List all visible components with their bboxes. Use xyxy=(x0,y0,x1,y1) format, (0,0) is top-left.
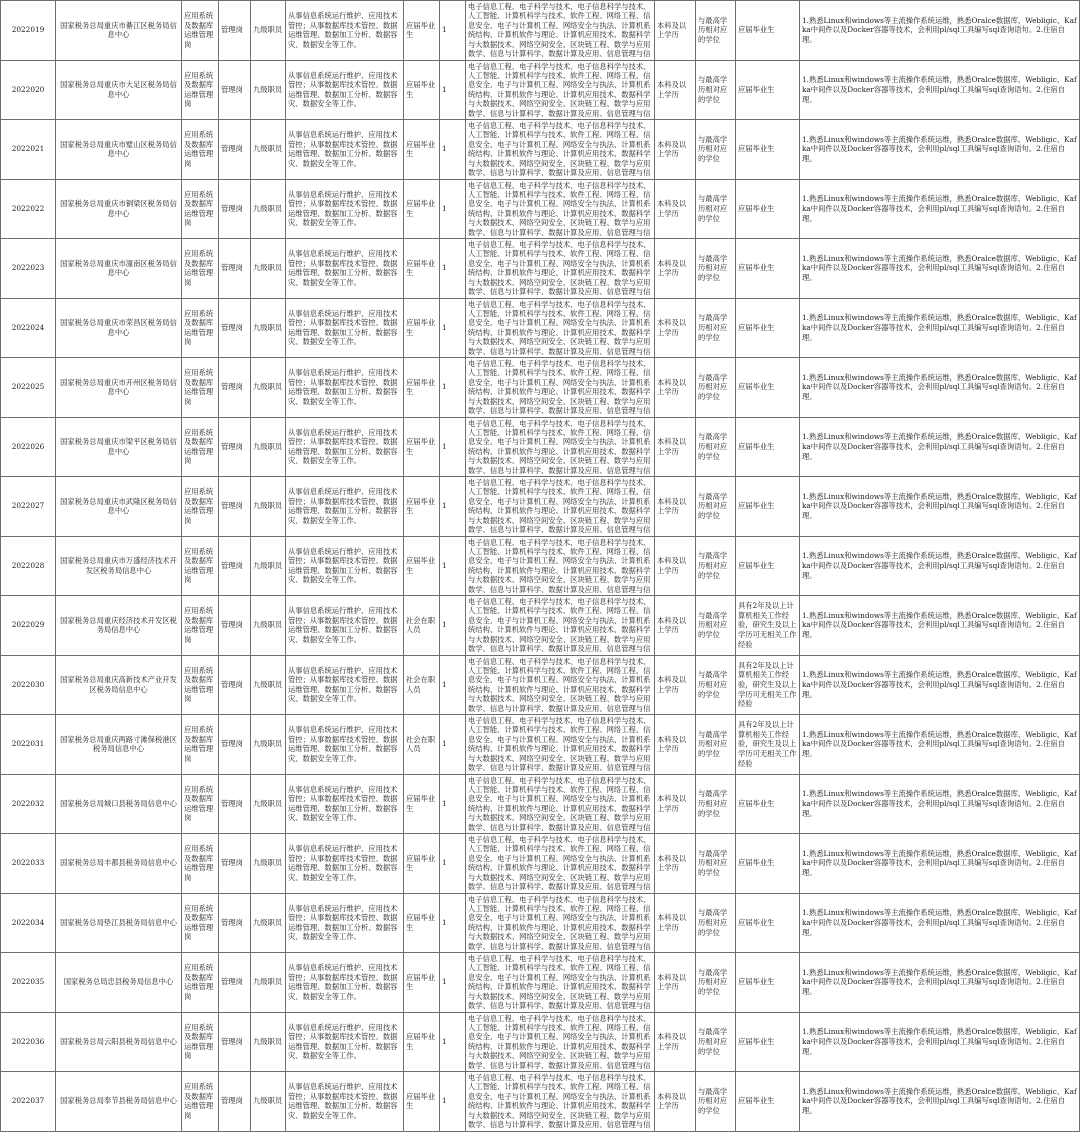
position-category-cell: 管理岗 xyxy=(219,893,251,953)
job-description-cell: 从事信息系统运行维护、应用技术管控；从事数据库技术管控、数据运维管理、数据加工分析、数据容灾、数据安全等工作。 xyxy=(286,60,404,120)
position-name-cell: 应用系统及数据库运维管理岗 xyxy=(182,60,219,120)
position-code-cell: 2022020 xyxy=(1,60,56,120)
position-code-cell: 2022034 xyxy=(1,893,56,953)
hiring-count-cell: 1 xyxy=(440,953,466,1013)
majors-cell xyxy=(466,60,655,120)
degree-cell: 与最高学历相对应的学位 xyxy=(696,179,736,239)
table-row xyxy=(1,953,1080,1013)
employer-unit-cell: 国家税务总局重庆市梁平区税务局信息中心 xyxy=(56,417,182,477)
education-cell: 本科及以上学历 xyxy=(655,298,696,358)
position-code-cell: 2022023 xyxy=(1,239,56,299)
other-requirements-cell: 1.熟悉Linux和windows等主流操作系统运维，熟悉Oralce数据库、Webligic、Kafka中间件以及Docker容器等技术，会利用pl/sql工具编写sql查询语句。2.住宿自理。 xyxy=(800,1,1080,61)
education-cell: 本科及以上学历 xyxy=(655,596,696,656)
majors-text: 电子信息工程、电子科学与技术、电子信息科学与技术、人工智能、计算机科学与技术、软件工程、网络工程、信息安全、电子与计算机工程、网络安全与执法、计算机系统结构、计算机软件与理论、计算机应用技术、数据科学与大数据技术、网络空间安全、区块链工程、数学与应用数学、信息与计算科学、数据计算及应用、信息管理与信 xyxy=(468,121,651,178)
candidate-type-cell: 应届毕业生 xyxy=(404,120,440,180)
employer-unit-cell: 国家税务总局丰都县税务局信息中心 xyxy=(56,834,182,894)
education-cell: 本科及以上学历 xyxy=(655,179,696,239)
position-name-cell: 应用系统及数据库运维管理岗 xyxy=(182,358,219,418)
table-row xyxy=(1,298,1080,358)
position-code-cell: 2022025 xyxy=(1,358,56,418)
position-level-cell: 九级职员 xyxy=(251,655,286,715)
hiring-count-cell: 1 xyxy=(440,298,466,358)
position-name-cell: 应用系统及数据库运维管理岗 xyxy=(182,834,219,894)
candidate-type-cell: 应届毕业生 xyxy=(404,477,440,537)
candidate-type-cell: 应届毕业生 xyxy=(404,536,440,596)
position-level-cell: 九级职员 xyxy=(251,715,286,775)
other-requirements-cell: 1.熟悉Linux和windows等主流操作系统运维，熟悉Oralce数据库、Webligic、Kafka中间件以及Docker容器等技术，会利用pl/sql工具编写sql查询语句。2.住宿自理。 xyxy=(800,536,1080,596)
position-code-cell: 2022030 xyxy=(1,655,56,715)
position-category-cell: 管理岗 xyxy=(219,953,251,1013)
employer-unit-cell: 国家税务总局重庆高新技术产业开发区税务局信息中心 xyxy=(56,655,182,715)
position-code-cell: 2022026 xyxy=(1,417,56,477)
majors-cell xyxy=(466,715,655,775)
degree-cell: 与最高学历相对应的学位 xyxy=(696,239,736,299)
degree-cell: 与最高学历相对应的学位 xyxy=(696,715,736,775)
degree-cell: 与最高学历相对应的学位 xyxy=(696,298,736,358)
majors-cell xyxy=(466,1012,655,1072)
table-row xyxy=(1,834,1080,894)
hiring-count-cell: 1 xyxy=(440,1012,466,1072)
experience-cell: 具有2年及以上计算机相关工作经验，研究生及以上学历可无相关工作经验 xyxy=(736,596,800,656)
position-name-cell: 应用系统及数据库运维管理岗 xyxy=(182,239,219,299)
education-cell: 本科及以上学历 xyxy=(655,536,696,596)
position-name-cell: 应用系统及数据库运维管理岗 xyxy=(182,893,219,953)
position-category-cell: 管理岗 xyxy=(219,120,251,180)
position-level-cell: 九级职员 xyxy=(251,298,286,358)
position-name-cell: 应用系统及数据库运维管理岗 xyxy=(182,1,219,61)
majors-cell xyxy=(466,179,655,239)
degree-cell: 与最高学历相对应的学位 xyxy=(696,655,736,715)
position-category-cell: 管理岗 xyxy=(219,239,251,299)
position-level-cell: 九级职员 xyxy=(251,477,286,537)
majors-text: 电子信息工程、电子科学与技术、电子信息科学与技术、人工智能、计算机科学与技术、软件工程、网络工程、信息安全、电子与计算机工程、网络安全与执法、计算机系统结构、计算机软件与理论、计算机应用技术、数据科学与大数据技术、网络空间安全、区块链工程、数学与应用数学、信息与计算科学、数据计算及应用、信息管理与信 xyxy=(468,418,651,475)
employer-unit-cell: 国家税务总局重庆市潼南区税务局信息中心 xyxy=(56,239,182,299)
experience-cell: 应届毕业生 xyxy=(736,298,800,358)
position-code-cell: 2022022 xyxy=(1,179,56,239)
majors-cell xyxy=(466,417,655,477)
degree-cell: 与最高学历相对应的学位 xyxy=(696,60,736,120)
majors-text: 电子信息工程、电子科学与技术、电子信息科学与技术、人工智能、计算机科学与技术、软件工程、网络工程、信息安全、电子与计算机工程、网络安全与执法、计算机系统结构、计算机软件与理论、计算机应用技术、数据科学与大数据技术、网络空间安全、区块链工程、数学与应用数学、信息与计算科学、数据计算及应用、信息管理与信 xyxy=(468,716,651,773)
job-description-cell: 从事信息系统运行维护、应用技术管控；从事数据库技术管控、数据运维管理、数据加工分析、数据容灾、数据安全等工作。 xyxy=(286,1,404,61)
education-cell: 本科及以上学历 xyxy=(655,1012,696,1072)
position-code-cell: 2022019 xyxy=(1,1,56,61)
experience-cell: 应届毕业生 xyxy=(736,239,800,299)
experience-cell: 具有2年及以上计算机相关工作经验，研究生及以上学历可无相关工作经验 xyxy=(736,655,800,715)
position-category-cell: 管理岗 xyxy=(219,298,251,358)
other-requirements-cell: 1.熟悉Linux和windows等主流操作系统运维，熟悉Oralce数据库、Webligic、Kafka中间件以及Docker容器等技术，会利用pl/sql工具编写sql查询语句。2.住宿自理。 xyxy=(800,239,1080,299)
degree-cell: 与最高学历相对应的学位 xyxy=(696,536,736,596)
experience-cell: 应届毕业生 xyxy=(736,179,800,239)
employer-unit-cell: 国家税务总局重庆两路寸滩保税港区税务局信息中心 xyxy=(56,715,182,775)
position-category-cell: 管理岗 xyxy=(219,596,251,656)
majors-cell xyxy=(466,655,655,715)
majors-cell xyxy=(466,477,655,537)
table-row xyxy=(1,536,1080,596)
majors-cell xyxy=(466,1,655,61)
majors-text: 电子信息工程、电子科学与技术、电子信息科学与技术、人工智能、计算机科学与技术、软件工程、网络工程、信息安全、电子与计算机工程、网络安全与执法、计算机系统结构、计算机软件与理论、计算机应用技术、数据科学与大数据技术、网络空间安全、区块链工程、数学与应用数学、信息与计算科学、数据计算及应用、信息管理与信 xyxy=(468,835,651,892)
position-category-cell: 管理岗 xyxy=(219,1072,251,1132)
table-row xyxy=(1,477,1080,537)
hiring-count-cell: 1 xyxy=(440,417,466,477)
hiring-count-cell: 1 xyxy=(440,715,466,775)
education-cell: 本科及以上学历 xyxy=(655,358,696,418)
position-category-cell: 管理岗 xyxy=(219,179,251,239)
experience-cell: 应届毕业生 xyxy=(736,834,800,894)
majors-cell xyxy=(466,536,655,596)
position-category-cell: 管理岗 xyxy=(219,655,251,715)
other-requirements-cell: 1.熟悉Linux和windows等主流操作系统运维，熟悉Oralce数据库、Webligic、Kafka中间件以及Docker容器等技术，会利用pl/sql工具编写sql查询语句。2.住宿自理。 xyxy=(800,417,1080,477)
candidate-type-cell: 应届毕业生 xyxy=(404,953,440,1013)
job-description-cell: 从事信息系统运行维护、应用技术管控；从事数据库技术管控、数据运维管理、数据加工分析、数据容灾、数据安全等工作。 xyxy=(286,715,404,775)
table-row xyxy=(1,715,1080,775)
job-description-cell: 从事信息系统运行维护、应用技术管控；从事数据库技术管控、数据运维管理、数据加工分析、数据容灾、数据安全等工作。 xyxy=(286,417,404,477)
other-requirements-cell: 1.熟悉Linux和windows等主流操作系统运维，熟悉Oralce数据库、Webligic、Kafka中间件以及Docker容器等技术，会利用pl/sql工具编写sql查询语句。2.住宿自理。 xyxy=(800,715,1080,775)
other-requirements-cell: 1.熟悉Linux和windows等主流操作系统运维，熟悉Oralce数据库、Webligic、Kafka中间件以及Docker容器等技术，会利用pl/sql工具编写sql查询语句。2.住宿自理。 xyxy=(800,834,1080,894)
table-row xyxy=(1,774,1080,834)
other-requirements-cell: 1.熟悉Linux和windows等主流操作系统运维，熟悉Oralce数据库、Webligic、Kafka中间件以及Docker容器等技术，会利用pl/sql工具编写sql查询语句。2.住宿自理。 xyxy=(800,893,1080,953)
table-row xyxy=(1,60,1080,120)
table-row xyxy=(1,1012,1080,1072)
position-name-cell: 应用系统及数据库运维管理岗 xyxy=(182,477,219,537)
other-requirements-cell: 1.熟悉Linux和windows等主流操作系统运维，熟悉Oralce数据库、Webligic、Kafka中间件以及Docker容器等技术，会利用pl/sql工具编写sql查询语句。2.住宿自理。 xyxy=(800,953,1080,1013)
position-name-cell: 应用系统及数据库运维管理岗 xyxy=(182,953,219,1013)
majors-text: 电子信息工程、电子科学与技术、电子信息科学与技术、人工智能、计算机科学与技术、软件工程、网络工程、信息安全、电子与计算机工程、网络安全与执法、计算机系统结构、计算机软件与理论、计算机应用技术、数据科学与大数据技术、网络空间安全、区块链工程、数学与应用数学、信息与计算科学、数据计算及应用、信息管理与信 xyxy=(468,656,651,713)
job-description-cell: 从事信息系统运行维护、应用技术管控；从事数据库技术管控、数据运维管理、数据加工分析、数据容灾、数据安全等工作。 xyxy=(286,596,404,656)
employer-unit-cell: 国家税务总局重庆市万盛经济技术开发区税务局信息中心 xyxy=(56,536,182,596)
experience-cell: 应届毕业生 xyxy=(736,893,800,953)
employer-unit-cell: 国家税务总局云阳县税务局信息中心 xyxy=(56,1012,182,1072)
job-description-cell: 从事信息系统运行维护、应用技术管控；从事数据库技术管控、数据运维管理、数据加工分析、数据容灾、数据安全等工作。 xyxy=(286,477,404,537)
position-category-cell: 管理岗 xyxy=(219,60,251,120)
position-name-cell: 应用系统及数据库运维管理岗 xyxy=(182,298,219,358)
experience-cell: 应届毕业生 xyxy=(736,1,800,61)
position-code-cell: 2022031 xyxy=(1,715,56,775)
job-description-cell: 从事信息系统运行维护、应用技术管控；从事数据库技术管控、数据运维管理、数据加工分析、数据容灾、数据安全等工作。 xyxy=(286,953,404,1013)
position-name-cell: 应用系统及数据库运维管理岗 xyxy=(182,774,219,834)
majors-cell xyxy=(466,120,655,180)
candidate-type-cell: 社会在职人员 xyxy=(404,596,440,656)
majors-text: 电子信息工程、电子科学与技术、电子信息科学与技术、人工智能、计算机科学与技术、软件工程、网络工程、信息安全、电子与计算机工程、网络安全与执法、计算机系统结构、计算机软件与理论、计算机应用技术、数据科学与大数据技术、网络空间安全、区块链工程、数学与应用数学、信息与计算科学、数据计算及应用、信息管理与信 xyxy=(468,775,651,832)
employer-unit-cell: 国家税务总局重庆市荣昌区税务局信息中心 xyxy=(56,298,182,358)
education-cell: 本科及以上学历 xyxy=(655,1,696,61)
position-code-cell: 2022027 xyxy=(1,477,56,537)
candidate-type-cell: 应届毕业生 xyxy=(404,358,440,418)
job-description-cell: 从事信息系统运行维护、应用技术管控；从事数据库技术管控、数据运维管理、数据加工分析、数据容灾、数据安全等工作。 xyxy=(286,1012,404,1072)
majors-text: 电子信息工程、电子科学与技术、电子信息科学与技术、人工智能、计算机科学与技术、软件工程、网络工程、信息安全、电子与计算机工程、网络安全与执法、计算机系统结构、计算机软件与理论、计算机应用技术、数据科学与大数据技术、网络空间安全、区块链工程、数学与应用数学、信息与计算科学、数据计算及应用、信息管理与信 xyxy=(468,2,651,59)
table-row xyxy=(1,596,1080,656)
job-description-cell: 从事信息系统运行维护、应用技术管控；从事数据库技术管控、数据运维管理、数据加工分析、数据容灾、数据安全等工作。 xyxy=(286,655,404,715)
majors-text: 电子信息工程、电子科学与技术、电子信息科学与技术、人工智能、计算机科学与技术、软件工程、网络工程、信息安全、电子与计算机工程、网络安全与执法、计算机系统结构、计算机软件与理论、计算机应用技术、数据科学与大数据技术、网络空间安全、区块链工程、数学与应用数学、信息与计算科学、数据计算及应用、信息管理与信 xyxy=(468,359,651,416)
hiring-count-cell: 1 xyxy=(440,774,466,834)
table-row xyxy=(1,1,1080,61)
candidate-type-cell: 应届毕业生 xyxy=(404,60,440,120)
majors-cell xyxy=(466,358,655,418)
position-level-cell: 九级职员 xyxy=(251,834,286,894)
table-row xyxy=(1,179,1080,239)
position-level-cell: 九级职员 xyxy=(251,239,286,299)
table-row xyxy=(1,893,1080,953)
employer-unit-cell: 国家税务总局重庆市綦江区税务局信息中心 xyxy=(56,1,182,61)
job-description-cell: 从事信息系统运行维护、应用技术管控；从事数据库技术管控、数据运维管理、数据加工分析、数据容灾、数据安全等工作。 xyxy=(286,358,404,418)
employer-unit-cell: 国家税务总局重庆市武隆区税务局信息中心 xyxy=(56,477,182,537)
position-level-cell: 九级职员 xyxy=(251,120,286,180)
position-name-cell: 应用系统及数据库运维管理岗 xyxy=(182,120,219,180)
job-description-cell: 从事信息系统运行维护、应用技术管控；从事数据库技术管控、数据运维管理、数据加工分析、数据容灾、数据安全等工作。 xyxy=(286,774,404,834)
position-level-cell: 九级职员 xyxy=(251,179,286,239)
other-requirements-cell: 1.熟悉Linux和windows等主流操作系统运维，熟悉Oralce数据库、Webligic、Kafka中间件以及Docker容器等技术，会利用pl/sql工具编写sql查询语句。2.住宿自理。 xyxy=(800,1072,1080,1132)
hiring-count-cell: 1 xyxy=(440,536,466,596)
position-code-cell: 2022032 xyxy=(1,774,56,834)
majors-cell xyxy=(466,596,655,656)
majors-text: 电子信息工程、电子科学与技术、电子信息科学与技术、人工智能、计算机科学与技术、软件工程、网络工程、信息安全、电子与计算机工程、网络安全与执法、计算机系统结构、计算机软件与理论、计算机应用技术、数据科学与大数据技术、网络空间安全、区块链工程、数学与应用数学、信息与计算科学、数据计算及应用、信息管理与信 xyxy=(468,180,651,237)
degree-cell: 与最高学历相对应的学位 xyxy=(696,358,736,418)
position-category-cell: 管理岗 xyxy=(219,1,251,61)
job-description-cell: 从事信息系统运行维护、应用技术管控；从事数据库技术管控、数据运维管理、数据加工分析、数据容灾、数据安全等工作。 xyxy=(286,239,404,299)
experience-cell: 应届毕业生 xyxy=(736,1072,800,1132)
hiring-count-cell: 1 xyxy=(440,655,466,715)
majors-text: 电子信息工程、电子科学与技术、电子信息科学与技术、人工智能、计算机科学与技术、软件工程、网络工程、信息安全、电子与计算机工程、网络安全与执法、计算机系统结构、计算机软件与理论、计算机应用技术、数据科学与大数据技术、网络空间安全、区块链工程、数学与应用数学、信息与计算科学、数据计算及应用、信息管理与信 xyxy=(468,61,651,118)
education-cell: 本科及以上学历 xyxy=(655,60,696,120)
position-category-cell: 管理岗 xyxy=(219,536,251,596)
employer-unit-cell: 国家税务总局奉节县税务局信息中心 xyxy=(56,1072,182,1132)
position-category-cell: 管理岗 xyxy=(219,715,251,775)
job-description-cell: 从事信息系统运行维护、应用技术管控；从事数据库技术管控、数据运维管理、数据加工分析、数据容灾、数据安全等工作。 xyxy=(286,536,404,596)
job-description-cell: 从事信息系统运行维护、应用技术管控；从事数据库技术管控、数据运维管理、数据加工分析、数据容灾、数据安全等工作。 xyxy=(286,834,404,894)
education-cell: 本科及以上学历 xyxy=(655,1072,696,1132)
position-code-cell: 2022021 xyxy=(1,120,56,180)
position-name-cell: 应用系统及数据库运维管理岗 xyxy=(182,536,219,596)
degree-cell: 与最高学历相对应的学位 xyxy=(696,834,736,894)
position-level-cell: 九级职员 xyxy=(251,1012,286,1072)
position-level-cell: 九级职员 xyxy=(251,1072,286,1132)
majors-cell xyxy=(466,298,655,358)
position-name-cell: 应用系统及数据库运维管理岗 xyxy=(182,655,219,715)
hiring-count-cell: 1 xyxy=(440,239,466,299)
experience-cell: 应届毕业生 xyxy=(736,477,800,537)
education-cell: 本科及以上学历 xyxy=(655,417,696,477)
education-cell: 本科及以上学历 xyxy=(655,120,696,180)
other-requirements-cell: 1.熟悉Linux和windows等主流操作系统运维，熟悉Oralce数据库、Webligic、Kafka中间件以及Docker容器等技术，会利用pl/sql工具编写sql查询语句。2.住宿自理。 xyxy=(800,179,1080,239)
position-level-cell: 九级职员 xyxy=(251,1,286,61)
candidate-type-cell: 应届毕业生 xyxy=(404,1012,440,1072)
position-name-cell: 应用系统及数据库运维管理岗 xyxy=(182,596,219,656)
hiring-count-cell: 1 xyxy=(440,893,466,953)
employer-unit-cell: 国家税务总局重庆市开州区税务局信息中心 xyxy=(56,358,182,418)
hiring-count-cell: 1 xyxy=(440,358,466,418)
other-requirements-cell: 1.熟悉Linux和windows等主流操作系统运维，熟悉Oralce数据库、Webligic、Kafka中间件以及Docker容器等技术，会利用pl/sql工具编写sql查询语句。2.住宿自理。 xyxy=(800,358,1080,418)
education-cell: 本科及以上学历 xyxy=(655,774,696,834)
position-code-cell: 2022024 xyxy=(1,298,56,358)
degree-cell: 与最高学历相对应的学位 xyxy=(696,1012,736,1072)
position-category-cell: 管理岗 xyxy=(219,417,251,477)
position-name-cell: 应用系统及数据库运维管理岗 xyxy=(182,1072,219,1132)
other-requirements-cell: 1.熟悉Linux和windows等主流操作系统运维，熟悉Oralce数据库、Webligic、Kafka中间件以及Docker容器等技术，会利用pl/sql工具编写sql查询语句。2.住宿自理。 xyxy=(800,1012,1080,1072)
majors-cell xyxy=(466,893,655,953)
experience-cell: 应届毕业生 xyxy=(736,1012,800,1072)
experience-cell: 应届毕业生 xyxy=(736,417,800,477)
degree-cell: 与最高学历相对应的学位 xyxy=(696,953,736,1013)
experience-cell: 应届毕业生 xyxy=(736,953,800,1013)
hiring-count-cell: 1 xyxy=(440,120,466,180)
hiring-count-cell: 1 xyxy=(440,834,466,894)
position-category-cell: 管理岗 xyxy=(219,774,251,834)
position-name-cell: 应用系统及数据库运维管理岗 xyxy=(182,715,219,775)
position-category-cell: 管理岗 xyxy=(219,1012,251,1072)
degree-cell: 与最高学历相对应的学位 xyxy=(696,893,736,953)
education-cell: 本科及以上学历 xyxy=(655,953,696,1013)
majors-text: 电子信息工程、电子科学与技术、电子信息科学与技术、人工智能、计算机科学与技术、软件工程、网络工程、信息安全、电子与计算机工程、网络安全与执法、计算机系统结构、计算机软件与理论、计算机应用技术、数据科学与大数据技术、网络空间安全、区块链工程、数学与应用数学、信息与计算科学、数据计算及应用、信息管理与信 xyxy=(468,537,651,594)
hiring-count-cell: 1 xyxy=(440,60,466,120)
hiring-count-cell: 1 xyxy=(440,1072,466,1132)
employer-unit-cell: 国家税务总局忠县税务局信息中心 xyxy=(56,953,182,1013)
majors-text: 电子信息工程、电子科学与技术、电子信息科学与技术、人工智能、计算机科学与技术、软件工程、网络工程、信息安全、电子与计算机工程、网络安全与执法、计算机系统结构、计算机软件与理论、计算机应用技术、数据科学与大数据技术、网络空间安全、区块链工程、数学与应用数学、信息与计算科学、数据计算及应用、信息管理与信 xyxy=(468,1073,651,1130)
position-code-cell: 2022028 xyxy=(1,536,56,596)
employer-unit-cell: 国家税务总局城口县税务局信息中心 xyxy=(56,774,182,834)
job-description-cell: 从事信息系统运行维护、应用技术管控；从事数据库技术管控、数据运维管理、数据加工分析、数据容灾、数据安全等工作。 xyxy=(286,1072,404,1132)
majors-text: 电子信息工程、电子科学与技术、电子信息科学与技术、人工智能、计算机科学与技术、软件工程、网络工程、信息安全、电子与计算机工程、网络安全与执法、计算机系统结构、计算机软件与理论、计算机应用技术、数据科学与大数据技术、网络空间安全、区块链工程、数学与应用数学、信息与计算科学、数据计算及应用、信息管理与信 xyxy=(468,894,651,951)
position-level-cell: 九级职员 xyxy=(251,60,286,120)
experience-cell: 应届毕业生 xyxy=(736,774,800,834)
other-requirements-cell: 1.熟悉Linux和windows等主流操作系统运维，熟悉Oralce数据库、Webligic、Kafka中间件以及Docker容器等技术，会利用pl/sql工具编写sql查询语句。2.住宿自理。 xyxy=(800,120,1080,180)
degree-cell: 与最高学历相对应的学位 xyxy=(696,120,736,180)
other-requirements-cell: 1.熟悉Linux和windows等主流操作系统运维，熟悉Oralce数据库、Webligic、Kafka中间件以及Docker容器等技术，会利用pl/sql工具编写sql查询语句。2.住宿自理。 xyxy=(800,298,1080,358)
position-category-cell: 管理岗 xyxy=(219,477,251,537)
position-level-cell: 九级职员 xyxy=(251,893,286,953)
table-row xyxy=(1,358,1080,418)
hiring-count-cell: 1 xyxy=(440,477,466,537)
majors-text: 电子信息工程、电子科学与技术、电子信息科学与技术、人工智能、计算机科学与技术、软件工程、网络工程、信息安全、电子与计算机工程、网络安全与执法、计算机系统结构、计算机软件与理论、计算机应用技术、数据科学与大数据技术、网络空间安全、区块链工程、数学与应用数学、信息与计算科学、数据计算及应用、信息管理与信 xyxy=(468,478,651,535)
position-name-cell: 应用系统及数据库运维管理岗 xyxy=(182,179,219,239)
employer-unit-cell: 国家税务总局重庆市铜梁区税务局信息中心 xyxy=(56,179,182,239)
hiring-count-cell: 1 xyxy=(440,1,466,61)
candidate-type-cell: 应届毕业生 xyxy=(404,1,440,61)
degree-cell: 与最高学历相对应的学位 xyxy=(696,477,736,537)
majors-cell xyxy=(466,1072,655,1132)
majors-cell xyxy=(466,834,655,894)
experience-cell: 具有2年及以上计算机相关工作经验，研究生及以上学历可无相关工作经验 xyxy=(736,715,800,775)
education-cell: 本科及以上学历 xyxy=(655,715,696,775)
experience-cell: 应届毕业生 xyxy=(736,120,800,180)
hiring-count-cell: 1 xyxy=(440,179,466,239)
education-cell: 本科及以上学历 xyxy=(655,477,696,537)
table-row xyxy=(1,1072,1080,1132)
candidate-type-cell: 应届毕业生 xyxy=(404,179,440,239)
experience-cell: 应届毕业生 xyxy=(736,60,800,120)
candidate-type-cell: 应届毕业生 xyxy=(404,774,440,834)
hiring-count-cell: 1 xyxy=(440,596,466,656)
position-level-cell: 九级职员 xyxy=(251,536,286,596)
education-cell: 本科及以上学历 xyxy=(655,834,696,894)
job-description-cell: 从事信息系统运行维护、应用技术管控；从事数据库技术管控、数据运维管理、数据加工分析、数据容灾、数据安全等工作。 xyxy=(286,298,404,358)
majors-text: 电子信息工程、电子科学与技术、电子信息科学与技术、人工智能、计算机科学与技术、软件工程、网络工程、信息安全、电子与计算机工程、网络安全与执法、计算机系统结构、计算机软件与理论、计算机应用技术、数据科学与大数据技术、网络空间安全、区块链工程、数学与应用数学、信息与计算科学、数据计算及应用、信息管理与信 xyxy=(468,299,651,356)
position-level-cell: 九级职员 xyxy=(251,774,286,834)
table-row xyxy=(1,239,1080,299)
position-category-cell: 管理岗 xyxy=(219,834,251,894)
candidate-type-cell: 社会在职人员 xyxy=(404,655,440,715)
experience-cell: 应届毕业生 xyxy=(736,358,800,418)
experience-cell: 应届毕业生 xyxy=(736,536,800,596)
position-level-cell: 九级职员 xyxy=(251,596,286,656)
majors-text: 电子信息工程、电子科学与技术、电子信息科学与技术、人工智能、计算机科学与技术、软件工程、网络工程、信息安全、电子与计算机工程、网络安全与执法、计算机系统结构、计算机软件与理论、计算机应用技术、数据科学与大数据技术、网络空间安全、区块链工程、数学与应用数学、信息与计算科学、数据计算及应用、信息管理与信 xyxy=(468,1013,651,1070)
degree-cell: 与最高学历相对应的学位 xyxy=(696,1072,736,1132)
job-description-cell: 从事信息系统运行维护、应用技术管控；从事数据库技术管控、数据运维管理、数据加工分析、数据容灾、数据安全等工作。 xyxy=(286,120,404,180)
table-row xyxy=(1,417,1080,477)
position-code-cell: 2022037 xyxy=(1,1072,56,1132)
employer-unit-cell: 国家税务总局重庆经济技术开发区税务局信息中心 xyxy=(56,596,182,656)
education-cell: 本科及以上学历 xyxy=(655,655,696,715)
employer-unit-cell: 国家税务总局重庆市大足区税务局信息中心 xyxy=(56,60,182,120)
other-requirements-cell: 1.熟悉Linux和windows等主流操作系统运维，熟悉Oralce数据库、Webligic、Kafka中间件以及Docker容器等技术，会利用pl/sql工具编写sql查询语句。2.住宿自理。 xyxy=(800,60,1080,120)
degree-cell: 与最高学历相对应的学位 xyxy=(696,417,736,477)
position-code-cell: 2022033 xyxy=(1,834,56,894)
education-cell: 本科及以上学历 xyxy=(655,893,696,953)
degree-cell: 与最高学历相对应的学位 xyxy=(696,596,736,656)
majors-text: 电子信息工程、电子科学与技术、电子信息科学与技术、人工智能、计算机科学与技术、软件工程、网络工程、信息安全、电子与计算机工程、网络安全与执法、计算机系统结构、计算机软件与理论、计算机应用技术、数据科学与大数据技术、网络空间安全、区块链工程、数学与应用数学、信息与计算科学、数据计算及应用、信息管理与信 xyxy=(468,597,651,654)
majors-cell xyxy=(466,239,655,299)
candidate-type-cell: 应届毕业生 xyxy=(404,239,440,299)
majors-text: 电子信息工程、电子科学与技术、电子信息科学与技术、人工智能、计算机科学与技术、软件工程、网络工程、信息安全、电子与计算机工程、网络安全与执法、计算机系统结构、计算机软件与理论、计算机应用技术、数据科学与大数据技术、网络空间安全、区块链工程、数学与应用数学、信息与计算科学、数据计算及应用、信息管理与信 xyxy=(468,954,651,1011)
position-level-cell: 九级职员 xyxy=(251,417,286,477)
table-row xyxy=(1,120,1080,180)
other-requirements-cell: 1.熟悉Linux和windows等主流操作系统运维，熟悉Oralce数据库、Webligic、Kafka中间件以及Docker容器等技术，会利用pl/sql工具编写sql查询语句。2.住宿自理。 xyxy=(800,655,1080,715)
candidate-type-cell: 社会在职人员 xyxy=(404,715,440,775)
positions-table-body xyxy=(1,1,1080,1132)
education-cell: 本科及以上学历 xyxy=(655,239,696,299)
position-level-cell: 九级职员 xyxy=(251,953,286,1013)
job-description-cell: 从事信息系统运行维护、应用技术管控；从事数据库技术管控、数据运维管理、数据加工分析、数据容灾、数据安全等工作。 xyxy=(286,893,404,953)
employer-unit-cell: 国家税务总局重庆市璧山区税务局信息中心 xyxy=(56,120,182,180)
position-code-cell: 2022035 xyxy=(1,953,56,1013)
degree-cell: 与最高学历相对应的学位 xyxy=(696,774,736,834)
position-category-cell: 管理岗 xyxy=(219,358,251,418)
majors-cell xyxy=(466,774,655,834)
degree-cell: 与最高学历相对应的学位 xyxy=(696,1,736,61)
candidate-type-cell: 应届毕业生 xyxy=(404,834,440,894)
majors-cell xyxy=(466,953,655,1013)
position-code-cell: 2022036 xyxy=(1,1012,56,1072)
candidate-type-cell: 应届毕业生 xyxy=(404,1072,440,1132)
position-code-cell: 2022029 xyxy=(1,596,56,656)
candidate-type-cell: 应届毕业生 xyxy=(404,417,440,477)
candidate-type-cell: 应届毕业生 xyxy=(404,298,440,358)
position-level-cell: 九级职员 xyxy=(251,358,286,418)
other-requirements-cell: 1.熟悉Linux和windows等主流操作系统运维，熟悉Oralce数据库、Webligic、Kafka中间件以及Docker容器等技术，会利用pl/sql工具编写sql查询语句。2.住宿自理。 xyxy=(800,596,1080,656)
candidate-type-cell: 应届毕业生 xyxy=(404,893,440,953)
job-description-cell: 从事信息系统运行维护、应用技术管控；从事数据库技术管控、数据运维管理、数据加工分析、数据容灾、数据安全等工作。 xyxy=(286,179,404,239)
table-row xyxy=(1,655,1080,715)
other-requirements-cell: 1.熟悉Linux和windows等主流操作系统运维，熟悉Oralce数据库、Webligic、Kafka中间件以及Docker容器等技术，会利用pl/sql工具编写sql查询语句。2.住宿自理。 xyxy=(800,774,1080,834)
position-name-cell: 应用系统及数据库运维管理岗 xyxy=(182,417,219,477)
position-name-cell: 应用系统及数据库运维管理岗 xyxy=(182,1012,219,1072)
other-requirements-cell: 1.熟悉Linux和windows等主流操作系统运维，熟悉Oralce数据库、Webligic、Kafka中间件以及Docker容器等技术，会利用pl/sql工具编写sql查询语句。2.住宿自理。 xyxy=(800,477,1080,537)
employer-unit-cell: 国家税务总局垫江县税务局信息中心 xyxy=(56,893,182,953)
majors-text: 电子信息工程、电子科学与技术、电子信息科学与技术、人工智能、计算机科学与技术、软件工程、网络工程、信息安全、电子与计算机工程、网络安全与执法、计算机系统结构、计算机软件与理论、计算机应用技术、数据科学与大数据技术、网络空间安全、区块链工程、数学与应用数学、信息与计算科学、数据计算及应用、信息管理与信 xyxy=(468,240,651,297)
